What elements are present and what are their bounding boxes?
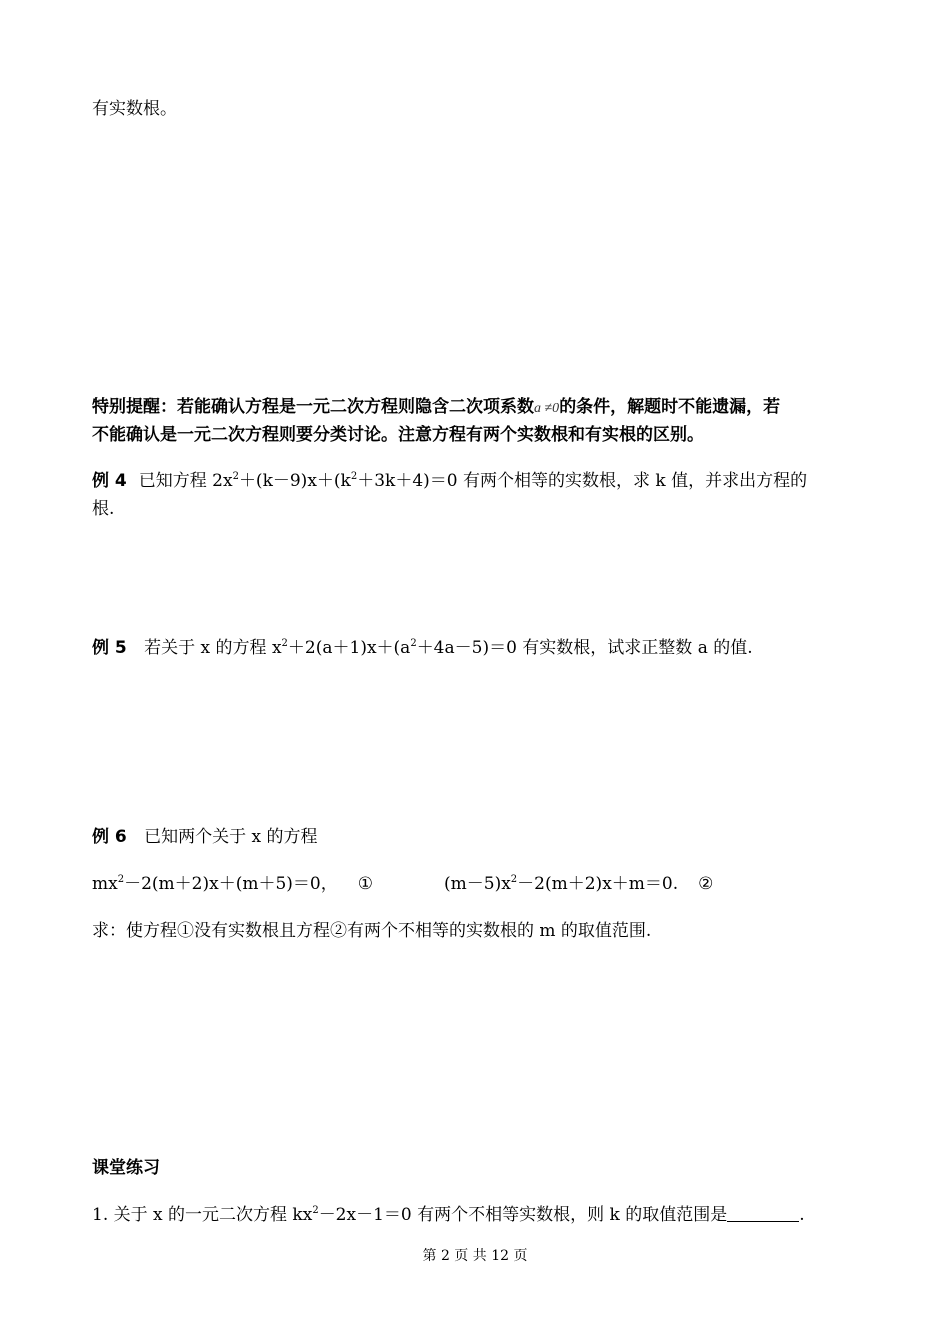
- example-4-line-2: 根.: [92, 499, 115, 519]
- eq-text: (m－5)x: [444, 874, 511, 894]
- reminder-line-2: 不能确认是一元二次方程则要分类讨论。注意方程有两个实数根和有实根的区别。: [92, 425, 704, 445]
- example-5-text: ＋4a－5)＝0 有实数根，试求正整数 a 的值.: [416, 638, 753, 658]
- page-footer: 第 2 页 共 12 页: [422, 1248, 528, 1264]
- superscript: 2: [117, 874, 125, 885]
- example-6-text: 已知两个关于 x 的方程: [138, 827, 318, 847]
- example-5-text: 若关于 x 的方程 x: [138, 638, 282, 658]
- question-text: 1. 关于 x 的一元二次方程 kx: [92, 1205, 313, 1225]
- superscript: 2: [281, 638, 288, 649]
- example-6-label: 例 6: [92, 827, 127, 847]
- example-4-line-1: [92, 468, 858, 494]
- eq-text: mx: [92, 874, 118, 894]
- reminder-text-post: 的条件，解题时不能遗漏，若: [559, 397, 781, 417]
- example-5-label: 例 5: [92, 638, 127, 658]
- superscript: 2: [350, 471, 358, 482]
- superscript: 2: [232, 471, 239, 482]
- example-4-text: 已知方程 2x: [138, 471, 233, 491]
- equation-1: [92, 874, 373, 894]
- example-5: [92, 635, 858, 661]
- example-6-intro: [92, 824, 858, 850]
- example-6-equations: [92, 871, 858, 897]
- practice-heading: 课堂练习: [92, 1158, 160, 1178]
- eq-text: －2(m＋2)x＋m＝0.: [517, 874, 679, 894]
- equation-2: [444, 871, 713, 897]
- practice-question-1: [92, 1202, 858, 1228]
- example-4-text: ＋3k＋4)＝0 有两个相等的实数根，求 k 值，并求出方程的: [357, 471, 808, 491]
- circled-1: ①: [357, 874, 373, 894]
- question-text: －2x－1＝0 有两个不相等实数根，则 k 的取值范围是: [318, 1205, 728, 1225]
- example-4-label: 例 4: [92, 471, 127, 491]
- eq-text: －2(m＋2)x＋(m＋5)＝0，: [124, 874, 338, 894]
- reminder-text: 特别提醒：若能确认方程是一元二次方程则隐含二次项系数: [92, 397, 534, 417]
- example-5-text: ＋2(a＋1)x＋(a: [287, 638, 411, 658]
- continued-text: 有实数根。: [92, 99, 177, 119]
- superscript: 2: [312, 1205, 319, 1216]
- superscript: 2: [410, 638, 417, 649]
- reminder-math: a ≠0: [534, 401, 560, 416]
- question-text: .: [799, 1205, 805, 1225]
- reminder-line-1: [92, 394, 858, 422]
- superscript: 2: [510, 874, 518, 885]
- example-4-text: ＋(k－9)x＋(k: [238, 471, 351, 491]
- example-6-question: 求：使方程①没有实数根且方程②有两个不相等的实数根的 m 的取值范围.: [92, 921, 652, 941]
- circled-2: ②: [698, 874, 714, 894]
- answer-blank[interactable]: [727, 1205, 799, 1222]
